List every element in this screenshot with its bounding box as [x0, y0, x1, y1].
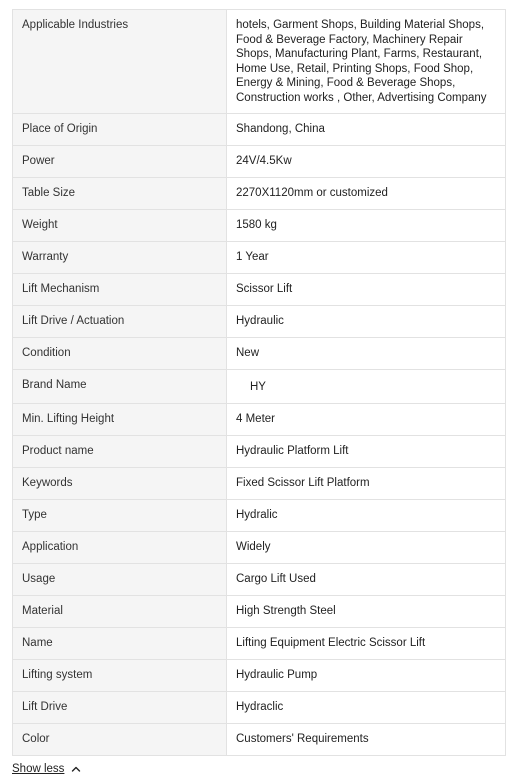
spec-value: Shandong, China — [227, 114, 506, 146]
show-less-button[interactable] — [12, 762, 82, 776]
spec-row-color — [13, 723, 506, 755]
spec-value: Hydraulic — [227, 306, 506, 338]
spec-value: Lifting Equipment Electric Scissor Lift — [227, 627, 506, 659]
spec-row-place-of-origin — [13, 114, 506, 146]
spec-value: Customers' Requirements — [227, 723, 506, 755]
spec-key: Warranty — [13, 242, 227, 274]
specifications-table — [12, 9, 506, 756]
spec-value: 4 Meter — [227, 403, 506, 435]
spec-key: Type — [13, 499, 227, 531]
spec-key: Weight — [13, 210, 227, 242]
spec-key: Lifting system — [13, 659, 227, 691]
spec-value: New — [227, 338, 506, 370]
spec-row-name — [13, 627, 506, 659]
spec-row-table-size — [13, 178, 506, 210]
spec-value: Hydraulic Pump — [227, 659, 506, 691]
spec-row-warranty — [13, 242, 506, 274]
spec-key: Table Size — [13, 178, 227, 210]
show-less-label: Show less — [12, 763, 65, 775]
spec-key: Name — [13, 627, 227, 659]
spec-value: hotels, Garment Shops, Building Material Shops, Food & Beverage Factory, Machinery Repair Shops, Manufacturing Plant, Farms, Restaurant, Home Use, Retail, Printing Shops, Food Shop, Energy & Mining, Food & Beverage Shops, Construction works , Other, Advertising Company — [227, 10, 506, 114]
spec-row-brand-name — [13, 370, 506, 404]
spec-value: Fixed Scissor Lift Platform — [227, 467, 506, 499]
spec-value: 2270X1120mm or customized — [227, 178, 506, 210]
spec-key: Lift Drive — [13, 691, 227, 723]
spec-value-cell — [227, 370, 506, 404]
spec-value: Hydraclic — [227, 691, 506, 723]
spec-key: Application — [13, 531, 227, 563]
spec-row-applicable-industries — [13, 10, 506, 114]
spec-key: Power — [13, 146, 227, 178]
spec-row-keywords — [13, 467, 506, 499]
spec-value: Cargo Lift Used — [227, 563, 506, 595]
spec-row-application — [13, 531, 506, 563]
spec-row-usage — [13, 563, 506, 595]
spec-row-weight — [13, 210, 506, 242]
spec-value: High Strength Steel — [227, 595, 506, 627]
spec-row-product-name — [13, 435, 506, 467]
spec-key: Lift Mechanism — [13, 274, 227, 306]
spec-value: Scissor Lift — [227, 274, 506, 306]
spec-row-lift-drive-actuation — [13, 306, 506, 338]
spec-row-lift-mechanism — [13, 274, 506, 306]
spec-value: Hydralic — [227, 499, 506, 531]
spec-value: 1580 kg — [227, 210, 506, 242]
spec-row-power — [13, 146, 506, 178]
spec-key: Applicable Industries — [13, 10, 227, 114]
spec-key: Lift Drive / Actuation — [13, 306, 227, 338]
spec-key: Min. Lifting Height — [13, 403, 227, 435]
spec-value: 1 Year — [227, 242, 506, 274]
spec-key: Place of Origin — [13, 114, 227, 146]
spec-row-condition — [13, 338, 506, 370]
spec-key: Brand Name — [13, 370, 227, 404]
spec-key: Material — [13, 595, 227, 627]
spec-value: Hydraulic Platform Lift — [227, 435, 506, 467]
spec-row-lifting-system — [13, 659, 506, 691]
spec-key: Condition — [13, 338, 227, 370]
spec-row-min-lifting-height — [13, 403, 506, 435]
spec-row-lift-drive — [13, 691, 506, 723]
spec-value: HY — [250, 381, 266, 393]
spec-key: Color — [13, 723, 227, 755]
spec-key: Product name — [13, 435, 227, 467]
spec-row-type — [13, 499, 506, 531]
spec-key: Usage — [13, 563, 227, 595]
spec-value: Widely — [227, 531, 506, 563]
spec-value: 24V/4.5Kw — [227, 146, 506, 178]
spec-row-material — [13, 595, 506, 627]
chevron-up-icon — [70, 763, 82, 775]
spec-key: Keywords — [13, 467, 227, 499]
